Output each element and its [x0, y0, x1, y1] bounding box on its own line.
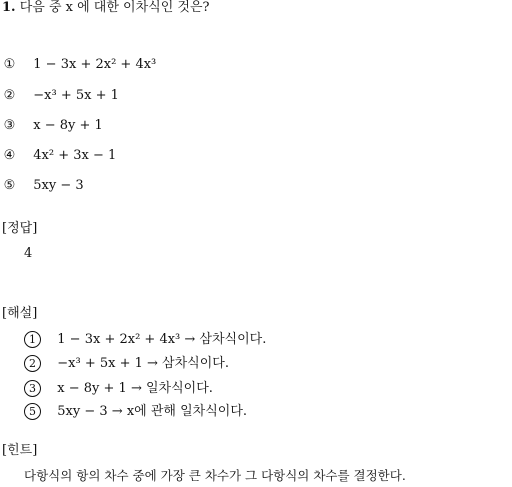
choice-marker: ③	[3, 118, 16, 133]
choice-4[interactable]	[2, 148, 116, 164]
explanation-item-5	[24, 403, 247, 420]
explanation-text: 1 − 3x + 2x² + 4x³ → 삼차식이다.	[57, 332, 267, 347]
choice-marker: ②	[3, 88, 16, 103]
choice-marker: ⑤	[3, 178, 16, 193]
choice-3[interactable]	[2, 118, 103, 134]
explanation-item-1	[24, 331, 266, 348]
explanation-item-3	[24, 380, 213, 397]
answer-label: [정답]	[2, 221, 38, 236]
question	[2, 0, 210, 16]
choice-expression: 4x² + 3x − 1	[33, 148, 117, 163]
choice-expression: −x³ + 5x + 1	[33, 88, 119, 103]
choice-marker: ④	[3, 148, 16, 163]
explanation-marker: 5	[24, 403, 41, 420]
choice-2[interactable]	[2, 88, 119, 104]
explanation-marker: 2	[24, 355, 41, 372]
explanation-label: [해설]	[2, 306, 38, 321]
hint-text: 다항식의 항의 차수 중에 가장 큰 차수가 그 다항식의 차수를 결정한다.	[24, 468, 406, 483]
choice-expression: 1 − 3x + 2x² + 4x³	[33, 57, 157, 72]
question-text: 다음 중 x 에 대한 이차식인 것은?	[19, 0, 210, 15]
choice-expression: 5xy − 3	[33, 178, 84, 193]
choice-marker: ①	[3, 57, 16, 72]
explanation-text: x − 8y + 1 → 일차식이다.	[57, 381, 213, 396]
hint-label: [힌트]	[2, 443, 38, 458]
answer-value: 4	[24, 246, 33, 261]
choice-1[interactable]	[2, 57, 156, 73]
question-number: 1.	[2, 0, 16, 15]
explanation-text: 5xy − 3 → x에 관해 일차식이다.	[57, 404, 248, 419]
explanation-item-2	[24, 355, 229, 372]
choice-5[interactable]	[2, 178, 84, 194]
explanation-text: −x³ + 5x + 1 → 삼차식이다.	[57, 356, 229, 371]
explanation-marker: 3	[24, 380, 41, 397]
choice-expression: x − 8y + 1	[33, 118, 103, 133]
explanation-marker: 1	[24, 331, 41, 348]
